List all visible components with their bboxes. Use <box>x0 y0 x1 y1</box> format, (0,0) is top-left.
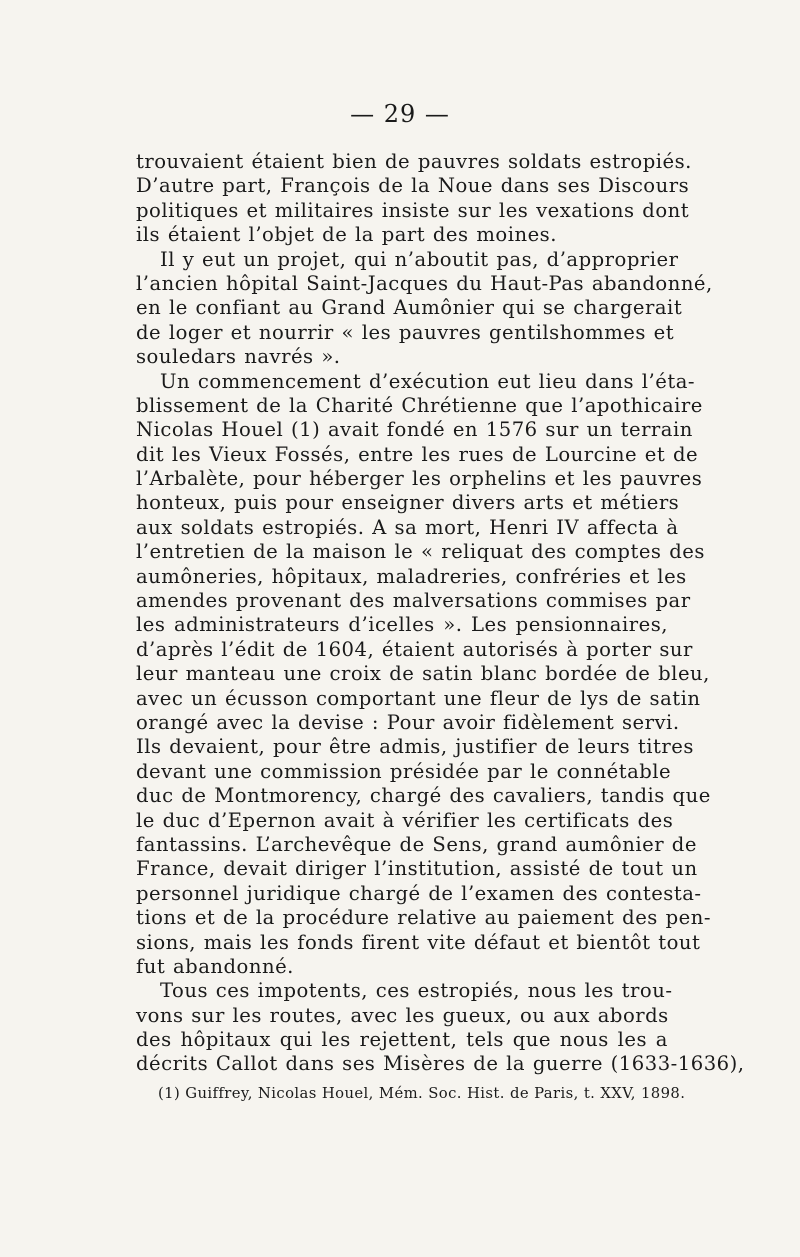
text-line: tions et de la procédure relative au paiement des pen- <box>136 906 711 930</box>
footnote: (1) Guiffrey, Nicolas Houel, Mém. Soc. Hist. de Paris, t. XXV, 1898. <box>158 1085 686 1102</box>
text-line: honteux, puis pour enseigner divers arts et métiers <box>136 491 680 515</box>
text-line: personnel juridique chargé de l’examen des contesta- <box>136 881 702 905</box>
text-line: fut abandonné. <box>136 954 294 978</box>
text-line: souledars navrés ». <box>136 345 341 369</box>
page-number: — 29 — <box>350 100 450 128</box>
text-line: aux soldats estropiés. A sa mort, Henri IV affecta à <box>136 515 679 539</box>
paragraph-3 <box>136 369 711 980</box>
text-line: Un commencement d’exécution eut lieu dans l’éta- <box>160 369 696 393</box>
text-line: de loger et nourrir « les pauvres gentilshommes et <box>136 320 675 344</box>
text-line: vons sur les routes, avec les gueux, ou aux abords <box>136 1003 669 1027</box>
text-line: amendes provenant des malversations commises par <box>136 589 691 613</box>
text-line: Tous ces impotents, ces estropiés, nous les trou- <box>160 979 673 1003</box>
text-line: duc de Montmorency, chargé des cavaliers, tandis que <box>136 784 711 808</box>
text-line: fantassins. L’archevêque de Sens, grand aumônier de <box>136 832 697 856</box>
text-line: devant une commission présidée par le connétable <box>136 759 672 783</box>
text-line: l’ancien hôpital Saint-Jacques du Haut-Pas abandonné, <box>136 271 713 295</box>
text-line: politiques et militaires insiste sur les vexations dont <box>136 198 690 222</box>
text-line: blissement de la Charité Chrétienne que l’apothicaire <box>136 393 703 417</box>
text-line: trouvaient étaient bien de pauvres soldats estropiés. <box>136 150 692 173</box>
text-line: les administrateurs d’icelles ». Les pensionnaires, <box>136 613 668 637</box>
text-line: Nicolas Houel (1) avait fondé en 1576 sur un terrain <box>136 418 693 442</box>
body-text <box>136 150 745 1077</box>
text-line: le duc d’Epernon avait à vérifier les certificats des <box>136 808 674 832</box>
text-line: l’Arbalète, pour héberger les orphelins et les pauvres <box>136 467 703 491</box>
text-line: dit les Vieux Fossés, entre les rues de Lourcine et de <box>136 442 699 466</box>
text-line: l’entretien de la maison le « reliquat des comptes des <box>136 540 705 564</box>
text-line: France, devait diriger l’institution, assisté de tout un <box>136 857 698 881</box>
text-line: en le confiant au Grand Aumônier qui se chargerait <box>136 296 683 320</box>
text-line: des hôpitaux qui les rejettent, tels que nous les a <box>136 1028 668 1052</box>
text-line: aumôneries, hôpitaux, maladreries, confréries et les <box>136 564 687 588</box>
text-line: ils étaient l’objet de la part des moines. <box>136 223 557 247</box>
text-line: Il y eut un projet, qui n’aboutit pas, d’approprier <box>160 247 679 271</box>
paragraph-4 <box>136 979 745 1077</box>
text-line: décrits Callot dans ses Misères de la guerre (1633-1636), <box>136 1052 745 1076</box>
paragraph-1 <box>136 150 692 248</box>
paragraph-2 <box>136 247 713 370</box>
text-line: avec un écusson comportant une fleur de lys de satin <box>136 686 701 710</box>
text-line: orangé avec la devise : Pour avoir fidèlement servi. <box>136 710 680 734</box>
text-line: D’autre part, François de la Noue dans ses Discours <box>136 174 690 198</box>
text-line: leur manteau une croix de satin blanc bordée de bleu, <box>136 662 710 686</box>
text-line: sions, mais les fonds firent vite défaut et bientôt tout <box>136 930 701 954</box>
text-line: d’après l’édit de 1604, étaient autorisés à porter sur <box>136 637 693 661</box>
text-line: Ils devaient, pour être admis, justifier de leurs titres <box>136 735 694 759</box>
